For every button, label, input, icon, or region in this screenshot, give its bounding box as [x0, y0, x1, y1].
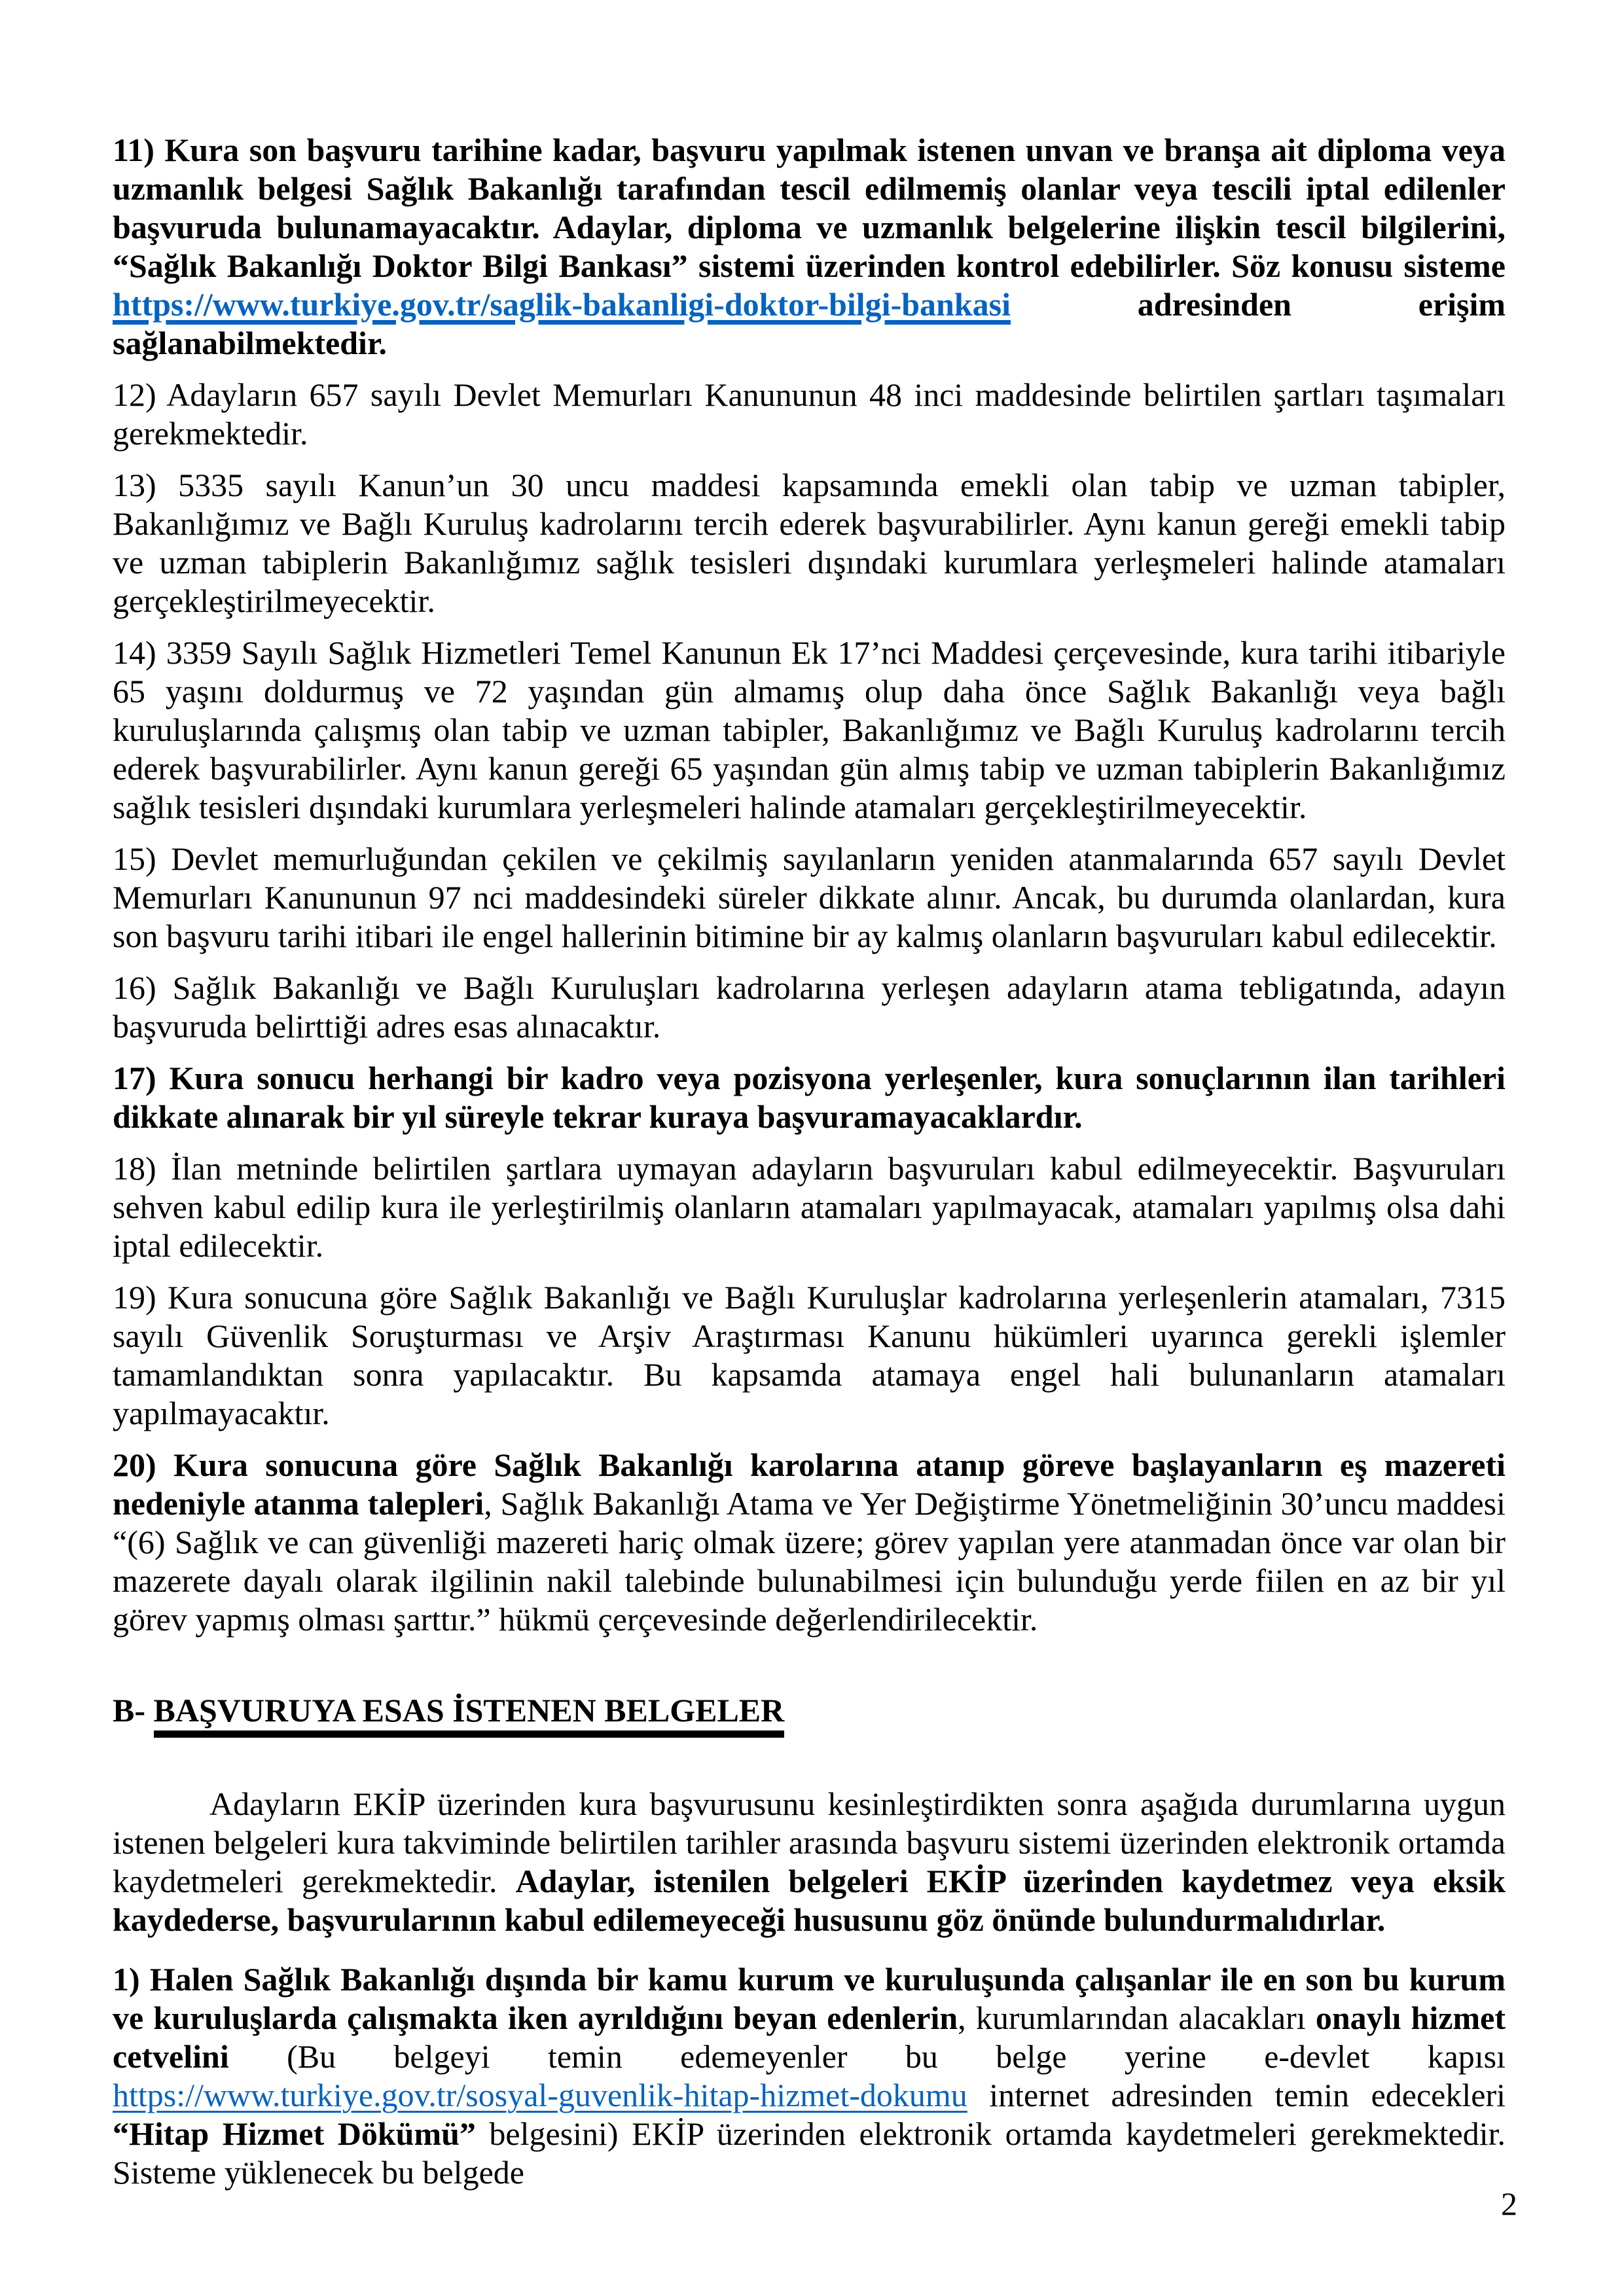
- text-run: “Hitap Hizmet Dökümü”: [113, 2115, 476, 2152]
- item-11: [113, 131, 1506, 363]
- text-run: B-: [113, 1692, 154, 1729]
- hyperlink[interactable]: https://www.turkiye.gov.tr/sosyal-guvenlik-hitap-hizmet-dokumu: [113, 2077, 967, 2113]
- item-15: [113, 840, 1506, 956]
- text-run: adresinden erişim sağlanabilmektedir.: [113, 286, 1506, 361]
- text-run: 13) 5335 sayılı Kanun’un 30 uncu maddesi kapsamında emekli olan tabip ve uzman tabipler, Bakanlığımız ve Bağlı Kuruluş kadrolarını tercih ederek başvurabilirler. Aynı kanun gereği emekli tabip ve uzman tabiplerin Bakanlığımız sağlık tesisleri dışındaki kurumlara yerleşmeleri halinde atamaları gerçekleştirilmeyecektir.: [113, 467, 1506, 619]
- document-body: [113, 131, 1506, 2205]
- page-number: 2: [1501, 2185, 1517, 2222]
- text-run: 12) Adayların 657 sayılı Devlet Memurları Kanununun 48 inci maddesinde belirtilen şartları taşımaları gerekmektedir.: [113, 376, 1506, 452]
- intro-paragraph: [113, 1785, 1506, 1939]
- text-run: 11) Kura son başvuru tarihine kadar, başvuru yapılmak istenen unvan ve branşa ait diploma veya uzmanlık belgesi Sağlık Bakanlığı tarafından tescil edilmemiş olanlar veya tescili iptal edilenler başvuruda bulunamayacaktır. Adaylar, diploma ve uzmanlık belgelerine ilişkin tescil bilgilerini, “Sağlık Bakanlığı Doktor Bilgi Bankası” sistemi üzerinden kontrol edebilirler. Söz konusu sisteme: [113, 132, 1506, 284]
- item-16: [113, 969, 1506, 1046]
- item-13: [113, 466, 1506, 620]
- text-run: 17) Kura sonucu herhangi bir kadro veya pozisyona yerleşenler, kura sonuçlarının ilan tarihleri dikkate alınarak bir yıl süreyle tekrar kuraya başvuramayacaklardır.: [113, 1060, 1506, 1135]
- text-run: 1) Halen Sağlık Bakanlığı dışında bir kamu kurum ve kuruluşunda çalışanlar ile en son bu kurum ve kuruluşlarda çalışmakta iken ayrıldığını beyan edenlerin: [113, 1961, 1506, 2036]
- text-run: internet adresinden temin edecekleri: [967, 2077, 1506, 2113]
- text-run: belgesini) EKİP üzerinden elektronik ortamda kaydetmeleri gerekmektedir. Sisteme yüklenecek bu belgede: [113, 2115, 1506, 2191]
- item-12: [113, 376, 1506, 453]
- text-run: 16) Sağlık Bakanlığı ve Bağlı Kuruluşları kadrolarına yerleşen adayların atama tebligatında, adayın başvuruda belirttiği adres esas alınacaktır.: [113, 969, 1506, 1045]
- item-14: [113, 634, 1506, 827]
- text-run: 19) Kura sonucuna göre Sağlık Bakanlığı ve Bağlı Kuruluşlar kadrolarına yerleşenlerin atamaları, 7315 sayılı Güvenlik Soruşturması ve Arşiv Araştırması Kanunu hükümleri uyarınca gerekli işlemler tamamlandıktan sonra yapılacaktır. Bu kapsamda atamaya engel hali bulunanların atamaları yapılmayacaktır.: [113, 1279, 1506, 1431]
- text-run: Adaylar, istenilen belgeleri EKİP üzerinden kaydetmez veya eksik kaydederse, başvurularının kabul edilemeyeceği hususunu göz önünde bulundurmalıdırlar.: [113, 1863, 1506, 1938]
- item-19: [113, 1278, 1506, 1433]
- item-1: [113, 1960, 1506, 2192]
- text-run: 15) Devlet memurluğundan çekilen ve çekilmiş sayılanların yeniden atanmalarında 657 sayılı Devlet Memurları Kanununun 97 nci maddesindeki süreler dikkate alınır. Ancak, bu durumda olanlardan, kura son başvuru tarihi itibari ile engel hallerinin bitimine bir ay kalmış olanların başvuruları kabul edilecektir.: [113, 840, 1506, 954]
- text-run: 14) 3359 Sayılı Sağlık Hizmetleri Temel Kanunun Ek 17’nci Maddesi çerçevesinde, kura tarihi itibariyle 65 yaşını doldurmuş ve 72 yaşından gün almamış olup daha önce Sağlık Bakanlığı veya bağlı kuruluşlarında çalışmış olan tabip ve uzman tabipler, Bakanlığımız ve Bağlı Kuruluş kadrolarını tercih ederek başvurabilirler. Aynı kanun gereği 65 yaşından gün almış tabip ve uzman tabiplerin Bakanlığımız sağlık tesisleri dışındaki kurumlara yerleşmeleri halinde atamaları gerçekleştirilmeyecektir.: [113, 634, 1506, 825]
- text-run: , kurumlarından alacakları: [958, 2000, 1316, 2036]
- text-run: onaylı hizmet cetvelini: [113, 2000, 1506, 2075]
- item-20: [113, 1446, 1506, 1639]
- text-run: (Bu belgeyi temin edemeyenler bu belge yerine e-devlet kapısı: [228, 2038, 1506, 2075]
- text-run: 20) Kura sonucuna göre Sağlık Bakanlığı karolarına atanıp göreve başlayanların eş mazereti nedeniyle atanma talepleri: [113, 1446, 1506, 1522]
- text-run: , Sağlık Bakanlığı Atama ve Yer Değiştirme Yönetmeliğinin 30’uncu maddesi “(6) Sağlık ve can güvenliği mazereti hariç olmak üzere; görev yapılan yere atanmadan önce var olan bir mazerete dayalı olarak ilgilinin nakil talebinde bulunabilmesi için bulunduğu yerde fiilen en az bir yıl görev yapmış olması şarttır.” hükmü çerçevesinde değerlendirilecektir.: [113, 1485, 1506, 1638]
- item-17: [113, 1059, 1506, 1136]
- text-run: BAŞVURUYA ESAS İSTENEN BELGELER: [154, 1692, 785, 1738]
- text-run: Adayların EKİP üzerinden kura başvurusunu kesinleştirdikten sonra aşağıda durumlarına uygun istenen belgeleri kura takviminde belirtilen tarihler arasında başvuru sistemi üzerinden elektronik ortamda kaydetmeleri gerekmektedir.: [113, 1785, 1506, 1899]
- text-run: 18) İlan metninde belirtilen şartlara uymayan adayların başvuruları kabul edilmeyecektir. Başvuruları sehven kabul edilip kura ile yerleştirilmiş olanların atamaları yapılmayacak, atamaları yapılmış olsa dahi iptal edilecektir.: [113, 1150, 1506, 1264]
- item-18: [113, 1149, 1506, 1265]
- hyperlink[interactable]: https://www.turkiye.gov.tr/saglik-bakanligi-doktor-bilgi-bankasi: [113, 286, 1011, 323]
- section-heading-b: [113, 1691, 1506, 1730]
